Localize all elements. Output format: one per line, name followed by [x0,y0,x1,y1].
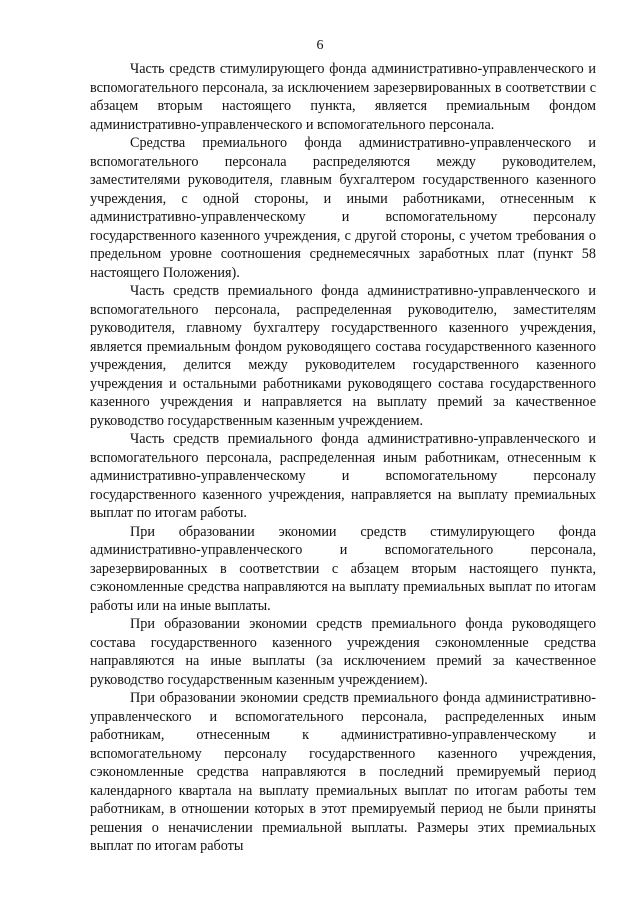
paragraph-4: Часть средств премиального фонда административно-управленческого и вспомогательного персонала, распределенная иным работникам, отнесенным к административно-управленческому и вспомогательному персоналу государственного казенного учреждения, направляется на выплату премиальных выплат по итогам работы. [90,431,596,521]
document-body [90,60,596,856]
paragraph-1: Часть средств стимулирующего фонда административно-управленческого и вспомогательного персонала, за исключением зарезервированных в соответствии с абзацем вторым настоящего пункта, является премиальным фондом административно-управленческого и вспомогательного персонала. [90,61,596,133]
paragraph-2: Средства премиального фонда административно-управленческого и вспомогательного персонала распределяются между руководителем, заместителями руководителя, главным бухгалтером государственного казенного учреждения, с одной стороны, и иными работниками, отнесенным к административно-управленческому и вспомогательному персоналу государственного казенного учреждения, с другой стороны, с учетом требования о предельном уровне соотношения среднемесячных заработных плат (пункт 58 настоящего Положения). [90,135,596,281]
page-number: 6 [316,38,324,53]
paragraph-6: При образовании экономии средств премиального фонда руководящего состава государственного казенного учреждения сэкономленные средства направляются на иные выплаты (за исключением премий за качественное руководство государственным казенным учреждением). [90,616,596,688]
paragraph-3: Часть средств премиального фонда административно-управленческого и вспомогательного персонала, распределенная руководителю, заместителям руководителя, главному бухгалтеру государственного казенного учреждения, является премиальным фондом руководящего состава государственного казенного учреждения, делится между руководителем государственного казенного учреждения и остальными работниками руководящего состава государственного казенного учреждения и направляется на выплату премий за качественное руководство государственным казенным учреждением. [90,283,596,429]
paragraph-5: При образовании экономии средств стимулирующего фонда административно-управленческого и вспомогательного персонала, зарезервированных в соответствии с абзацем вторым настоящего пункта, сэкономленные средства направляются на выплату премиальных выплат по итогам работы или на иные выплаты. [90,523,596,614]
paragraph-7: При образовании экономии средств премиального фонда административно-управленческого и вспомогательного персонала, распределенных иным работникам, отнесенным к административно-управленческому и вспомогательному персоналу государственного казенного учреждения, сэкономленные средства направляются в последний премируемый период календарного квартала на выплату премиальных выплат по итогам работы тем работникам, в отношении которых в этот премируемый период не были приняты решения о неначислении премиальной выплаты. Размеры этих премиальных выплат по итогам работы [90,690,596,854]
